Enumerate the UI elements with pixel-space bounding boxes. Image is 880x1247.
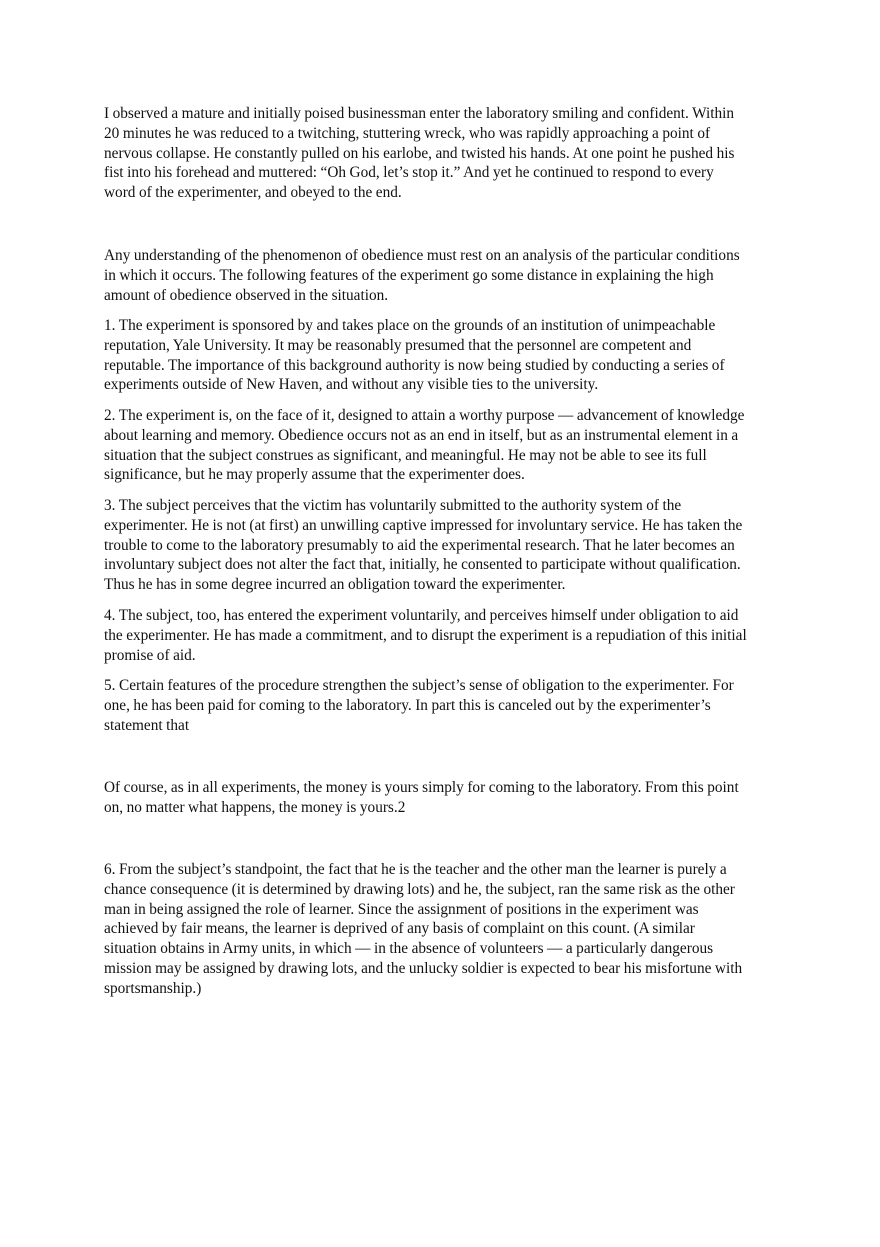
paragraph-point-4: 4. The subject, too, has entered the experiment voluntarily, and perceives himself under obligation to aid the experimenter. He has made a commitment, and to disrupt the experiment is a repudiation of this initial promise of aid.: [104, 607, 747, 664]
paragraph-point-2: 2. The experiment is, on the face of it, designed to attain a worthy purpose — advancement of knowledge about learning and memory. Obedience occurs not as an end in itself, but as an instrumental element in a situation that the subject construes as significant, and meaningful. He may not be able to see its full significance, but he may properly assume that the experimenter does.: [104, 407, 745, 484]
paragraph-observation: I observed a mature and initially poised businessman enter the laboratory smiling and confident. Within 20 minutes he was reduced to a twitching, stuttering wreck, who was rapidly approaching a point of nervous collapse. He constantly pulled on his earlobe, and twisted his hands. At one point he pushed his fist into his forehead and muttered: “Oh God, let’s stop it.” And yet he continued to respond to every word of the experimenter, and obeyed to the end.: [104, 105, 735, 202]
paragraph-quotation: Of course, as in all experiments, the money is yours simply for coming to the laboratory. From this point on, no matter what happens, the money is yours.2: [104, 779, 739, 816]
paragraph-intro: Any understanding of the phenomenon of obedience must rest on an analysis of the particular conditions in which it occurs. The following features of the experiment go some distance in explaining the high amount of obedience observed in the situation.: [104, 247, 740, 304]
paragraph-point-5: 5. Certain features of the procedure strengthen the subject’s sense of obligation to the experimenter. For one, he has been paid for coming to the laboratory. In part this is canceled out by the experimenter’s statement that: [104, 677, 734, 734]
paragraph-point-3: 3. The subject perceives that the victim has voluntarily submitted to the authority system of the experimenter. He is not (at first) an unwilling captive impressed for involuntary service. He has taken the trouble to come to the laboratory presumably to aid the experimental research. That he later becomes an involuntary subject does not alter the fact that, initially, he consented to participate without qualification. Thus he has in some degree incurred an obligation toward the experimenter.: [104, 497, 743, 594]
paragraph-point-1: 1. The experiment is sponsored by and takes place on the grounds of an institution of unimpeachable reputation, Yale University. It may be reasonably presumed that the personnel are competent and reputable. The importance of this background authority is now being studied by conducting a series of experiments outside of New Haven, and without any visible ties to the university.: [104, 317, 725, 394]
paragraph-point-6: 6. From the subject’s standpoint, the fact that he is the teacher and the other man the learner is purely a chance consequence (it is determined by drawing lots) and he, the subject, ran the same risk as the other man in being assigned the role of learner. Since the assignment of positions in the experiment was achieved by fair means, the learner is deprived of any basis of complaint on this count. (A similar situation obtains in Army units, in which — in the absence of volunteers — a particularly dangerous mission may be assigned by drawing lots, and the unlucky soldier is expected to bear his misfortune with sportsmanship.): [104, 861, 743, 997]
